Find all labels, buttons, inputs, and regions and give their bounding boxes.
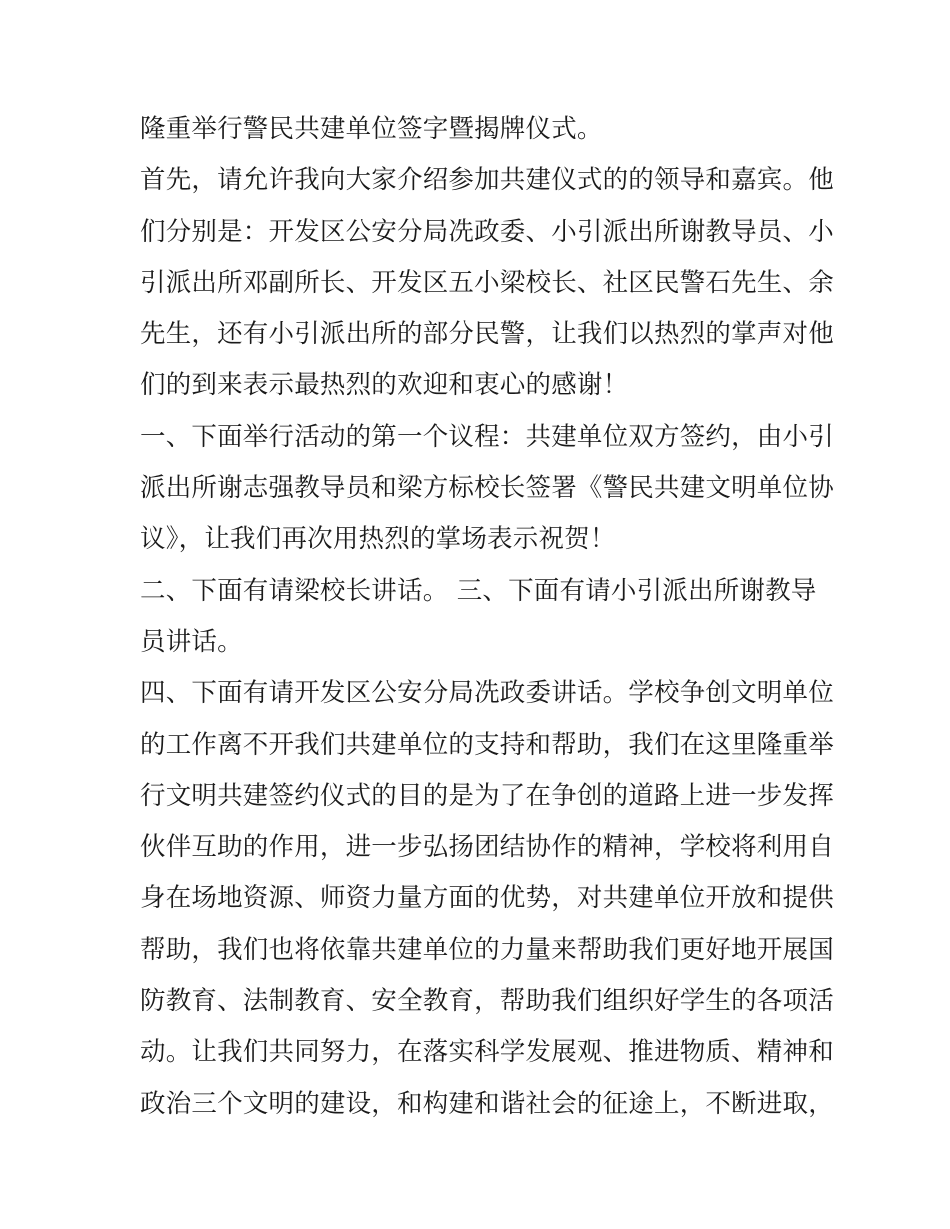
text-line: 先生，还有小引派出所的部分民警，让我们以热烈的掌声对他 — [140, 319, 834, 350]
text-line: 议》，让我们再次用热烈的掌场表示祝贺！ — [140, 524, 616, 555]
document-body — [140, 104, 834, 1130]
text-line: 首先，请允许我向大家介绍参加共建仪式的的领导和嘉宾。他 — [140, 165, 834, 196]
text-line: 防教育、法制教育、安全教育，帮助我们组织好学生的各项活 — [140, 986, 834, 1017]
text-line: 身在场地资源、师资力量方面的优势，对共建单位开放和提供 — [140, 883, 834, 914]
text-line: 伙伴互助的作用，进一步弘扬团结协作的精神，学校将利用自 — [140, 832, 834, 863]
text-line: 一、下面举行活动的第一个议程：共建单位双方签约，由小引 — [140, 421, 834, 452]
text-line: 政治三个文明的建设，和构建和谐社会的征途上，不断进取， — [140, 1088, 834, 1119]
text-line: 们分别是：开发区公安分局冼政委、小引派出所谢教导员、小 — [140, 216, 834, 247]
text-line: 引派出所邓副所长、开发区五小梁校长、社区民警石先生、余 — [140, 267, 834, 298]
text-line: 行文明共建签约仪式的目的是为了在争创的道路上进一步发挥 — [140, 780, 834, 811]
text-line: 二、下面有请梁校长讲话。 三、下面有请小引派出所谢教导 — [140, 575, 817, 606]
text-line: 动。让我们共同努力，在落实科学发展观、推进物质、精神和 — [140, 1037, 834, 1068]
text-line: 帮助，我们也将依靠共建单位的力量来帮助我们更好地开展国 — [140, 934, 834, 965]
text-line: 的工作离不开我们共建单位的支持和帮助，我们在这里隆重举 — [140, 729, 834, 760]
text-line: 派出所谢志强教导员和梁方标校长签署《警民共建文明单位协 — [140, 473, 834, 504]
text-line: 四、下面有请开发区公安分局冼政委讲话。学校争创文明单位 — [140, 678, 834, 709]
text-line: 们的到来表示最热烈的欢迎和衷心的感谢！ — [140, 370, 629, 401]
text-line: 员讲话。 — [140, 626, 243, 657]
text-line: 隆重举行警民共建单位签字暨揭牌仪式。 — [140, 114, 603, 144]
